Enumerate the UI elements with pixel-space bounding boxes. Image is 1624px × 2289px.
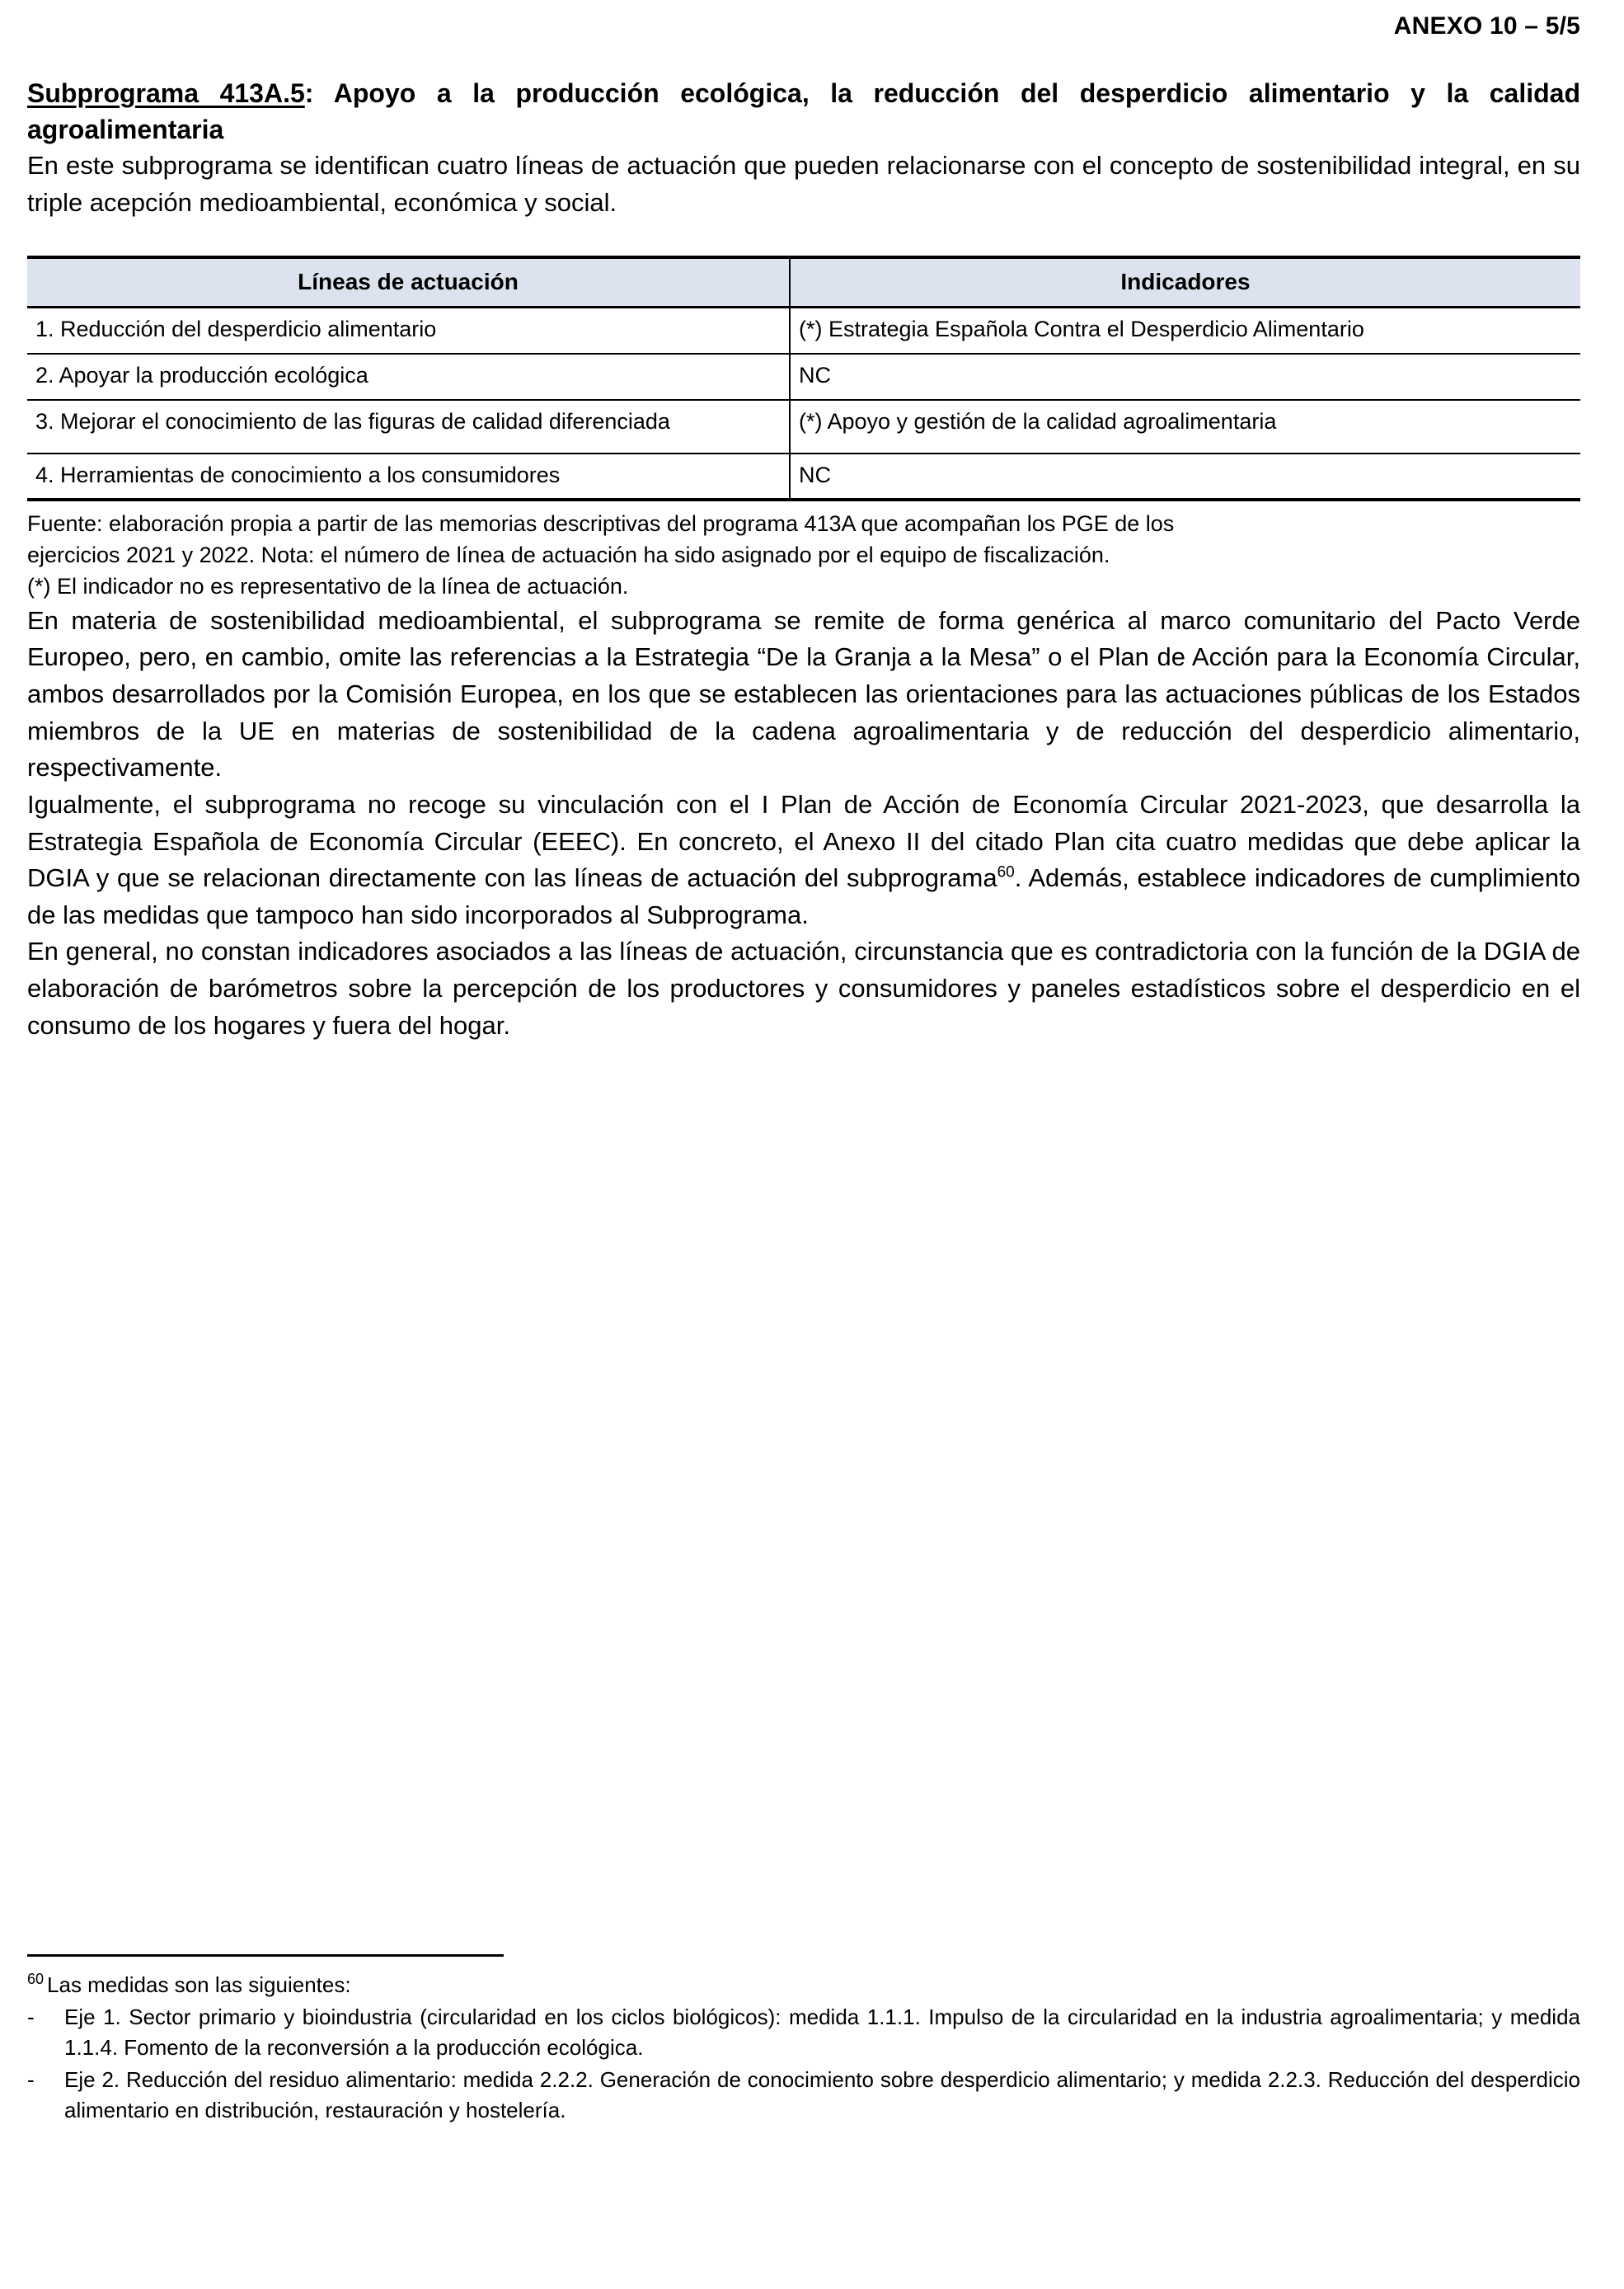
paragraph-igualmente-part-2: . Además, establece indicadores de cumplimiento de las medidas que tampoco han sido incorporados al Subprograma. [27,863,1580,929]
paragraph-medioambiental: En materia de sostenibilidad medioambiental, el subprograma se remite de forma genérica al marco comunitario del Pacto Verde Europeo, pero, en cambio, omite las referencias a la Estrategia “De la Granja a la Mesa” o el Plan de Acción para la Economía Circular, ambos desarrollados por la Comisión Europea, en los que se establecen las orientaciones para las actuaciones públicas de los Estados miembros de la UE en materias de sostenibilidad de la cadena agroalimentaria y de reducción del desperdicio alimentario, respectivamente. [27,605,1580,783]
cell-linea-3: 3. Mejorar el conocimiento de las figuras de calidad diferenciada [27,400,790,454]
source-note-line-2: ejercicios 2021 y 2022. Nota: el número de línea de actuación ha sido asignado por el equipo de fiscalización. [27,543,1110,568]
paragraph-intro: En este subprograma se identifican cuatro líneas de actuación que pueden relacionarse con el concepto de sostenibilidad integral, en su triple acepción medioambiental, económica y social. [27,151,1580,217]
column-header-indicadores: Indicadores [790,257,1580,308]
cell-indicador-3: (*) Apoyo y gestión de la calidad agroalimentaria [790,400,1580,454]
section-heading-rest: : Apoyo a la producción ecológica, la reducción del desperdicio alimentario y la calidad agroalimentaria [27,78,1581,144]
footnote-item-text: Eje 2. Reducción del residuo alimentario: medida 2.2.2. Generación de conocimiento sobre desperdicio alimentario; y medida 2.2.3. Reducción del desperdicio alimentario en distribución, restauración y hostelería. [64,2066,1580,2122]
cell-linea-2: 2. Apoyar la producción ecológica [27,354,790,400]
footnote-area [27,1954,1580,2127]
running-header: ANEXO 10 – 5/5 [1393,12,1580,40]
table-row [27,454,1580,501]
cell-indicador-4: NC [790,454,1580,501]
footnote-list [27,2002,1580,2126]
bullet-dash-icon: - [27,2066,35,2092]
section-heading-subprograma: Subprograma 413A.5 [27,78,305,108]
paragraph-general: En general, no constan indicadores asociados a las líneas de actuación, circunstancia que es contradictoria con la función de la DGIA de elaboración de barómetros sobre la percepción de los productores y consumidores y paneles estadísticos sobre el desperdicio en el consumo de los hogares y fuera del hogar. [27,937,1580,1040]
table-row [27,354,1580,400]
cell-linea-4: 4. Herramientas de conocimiento a los consumidores [27,454,790,501]
cell-indicador-1: (*) Estrategia Española Contra el Desperdicio Alimentario [790,308,1580,354]
column-header-lineas: Líneas de actuación [27,257,790,308]
table-row [27,400,1580,454]
cell-indicador-2: NC [790,354,1580,400]
section-heading [27,76,1580,148]
lineas-actuacion-table [27,256,1580,501]
footnote-list-item [27,2002,1580,2063]
table-row [27,308,1580,354]
footnote-lead-text: Las medidas son las siguientes: [47,1972,351,1997]
footnote-list-item [27,2065,1580,2126]
source-note-line-1: Fuente: elaboración propia a partir de las memorias descriptivas del programa 413A que acompañan los PGE de los [27,511,1175,537]
footnote-item-text: Eje 1. Sector primario y bioindustria (circularidad en los ciclos biológicos): medida 1.1.1. Impulso de la circularidad en la industria agroalimentaria; y medida 1.1.4. Fomento de la reconversión a la producción ecológica. [64,2004,1580,2060]
footnote-lead-line [27,1970,1580,2000]
paragraph-igualmente-part-1: Igualmente, el subprograma no recoge su vinculación con el I Plan de Acción de Economía Circular 2021-2023, que desarrolla la Estrategia Española de Economía Circular (EEEC). En concreto, el Anexo II del citado Plan cita cuatro medidas que debe aplicar la DGIA y que se relacionan directamente con las líneas de actuación del subprograma [27,789,1580,893]
footnote-number: 60 [27,1971,45,1988]
footnote-reference-60[interactable]: 60 [997,863,1015,881]
page-content [27,0,1580,1044]
table-source-note [27,509,1580,602]
source-note-line-3: (*) El indicador no es representativo de la línea de actuación. [27,574,629,599]
footnote-separator-rule [27,1954,504,1957]
table-header-row [27,257,1580,308]
cell-linea-1: 1. Reducción del desperdicio alimentario [27,308,790,354]
paragraph-igualmente [27,787,1580,934]
bullet-dash-icon: - [27,2004,35,2029]
